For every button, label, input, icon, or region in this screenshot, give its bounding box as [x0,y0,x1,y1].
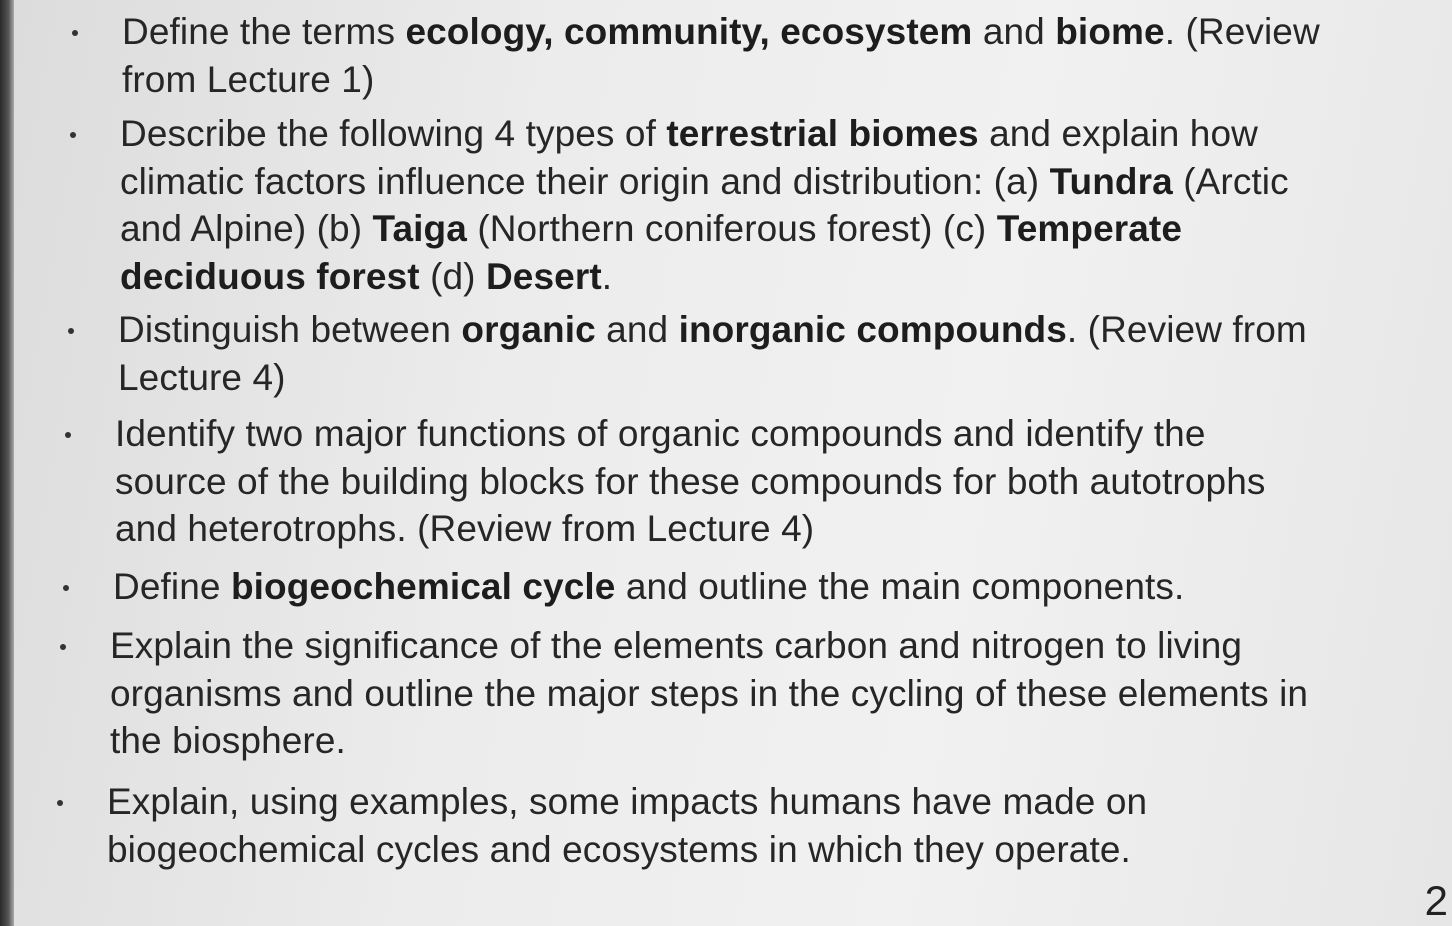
text-run: Explain the significance of the elements carbon and nitrogen to living [110,625,1243,666]
bullet-item-organic-inorganic [118,306,1307,401]
text-run: organisms and outline the major steps in the cycling of these elements in [110,672,1309,714]
bold-term: terrestrial biomes [666,113,979,154]
bullet-line [107,826,1147,874]
text-run: and heterotrophs. (Review from Lecture 4) [115,508,815,549]
slide [12,0,1452,926]
text-run: and outline the main components. [615,566,1185,607]
text-run: Define the terms [122,11,406,52]
text-run: . (Review from [1066,309,1307,350]
bold-term: Tundra [1049,160,1173,202]
bullet-item-terrestrial-biomes [120,110,1289,300]
bullet-line [113,563,1184,611]
text-run: . [601,255,613,297]
bold-term: Temperate [996,208,1183,249]
bullet-dot-icon [72,30,78,36]
screen-edge [0,0,14,926]
bullet-line [107,778,1147,826]
bullet-line [118,306,1307,354]
text-run: Describe the following 4 types of [120,113,667,154]
bullet-line [122,8,1320,56]
bold-term: Taiga [372,208,467,249]
text-run: (d) [419,255,486,297]
text-run: and Alpine) (b) [120,208,373,249]
bullet-line [122,56,1320,104]
text-run: biogeochemical cycles and ecosystems in which they operate. [107,828,1131,870]
bullet-item-carbon-nitrogen [110,622,1308,765]
text-run: Lecture 4) [118,356,286,398]
bullet-dot-icon [70,132,76,138]
text-run: (Arctic [1172,160,1289,202]
bullet-item-organic-functions [115,410,1266,553]
text-run: source of the building blocks for these compounds for both autotrophs [115,460,1266,502]
bullet-dot-icon [60,644,66,650]
bullet-dot-icon [57,800,63,806]
text-run: from Lecture 1) [122,58,375,100]
bullet-dot-icon [63,585,69,591]
bullet-line [115,410,1266,458]
bullet-list [12,0,1452,926]
bold-term: ecology, community, ecosystem [405,11,973,52]
bullet-item-biogeochemical-cycle [113,563,1184,611]
bold-term: biogeochemical cycle [230,566,616,607]
bold-term: Desert [485,255,602,297]
bullet-line [115,505,1266,553]
bold-term: deciduous forest [120,255,420,297]
bullet-dot-icon [68,328,74,334]
page-number: 2 [1424,877,1448,924]
text-run: the biosphere. [110,720,346,761]
text-run: (Northern coniferous forest) (c) [466,208,997,249]
bullet-line [115,458,1266,506]
text-run: Define [113,566,231,607]
text-run: Distinguish between [118,309,462,350]
bullet-line [110,670,1308,718]
bullet-line [118,354,1307,402]
text-run: and [595,309,679,350]
bullet-line [110,717,1308,765]
bullet-line [110,622,1308,670]
text-run: Explain, using examples, some impacts humans have made on [107,781,1148,822]
text-run: Identify two major functions of organic compounds and identify the [115,413,1206,454]
text-run: climatic factors influence their origin and distribution: (a) [120,160,1050,202]
bullet-line [120,253,1289,301]
bold-term: organic [461,309,596,350]
bullet-dot-icon [65,432,71,438]
text-run: and [972,11,1056,52]
bullet-line [120,110,1289,158]
bullet-line [120,205,1289,253]
bullet-item-define-terms [122,8,1320,103]
bullet-line [120,158,1289,206]
text-run: . (Review [1164,11,1320,52]
bold-term: inorganic compounds [678,309,1067,350]
text-run: and explain how [978,113,1258,154]
bullet-item-human-impacts [107,778,1147,873]
bold-term: biome [1055,11,1165,52]
